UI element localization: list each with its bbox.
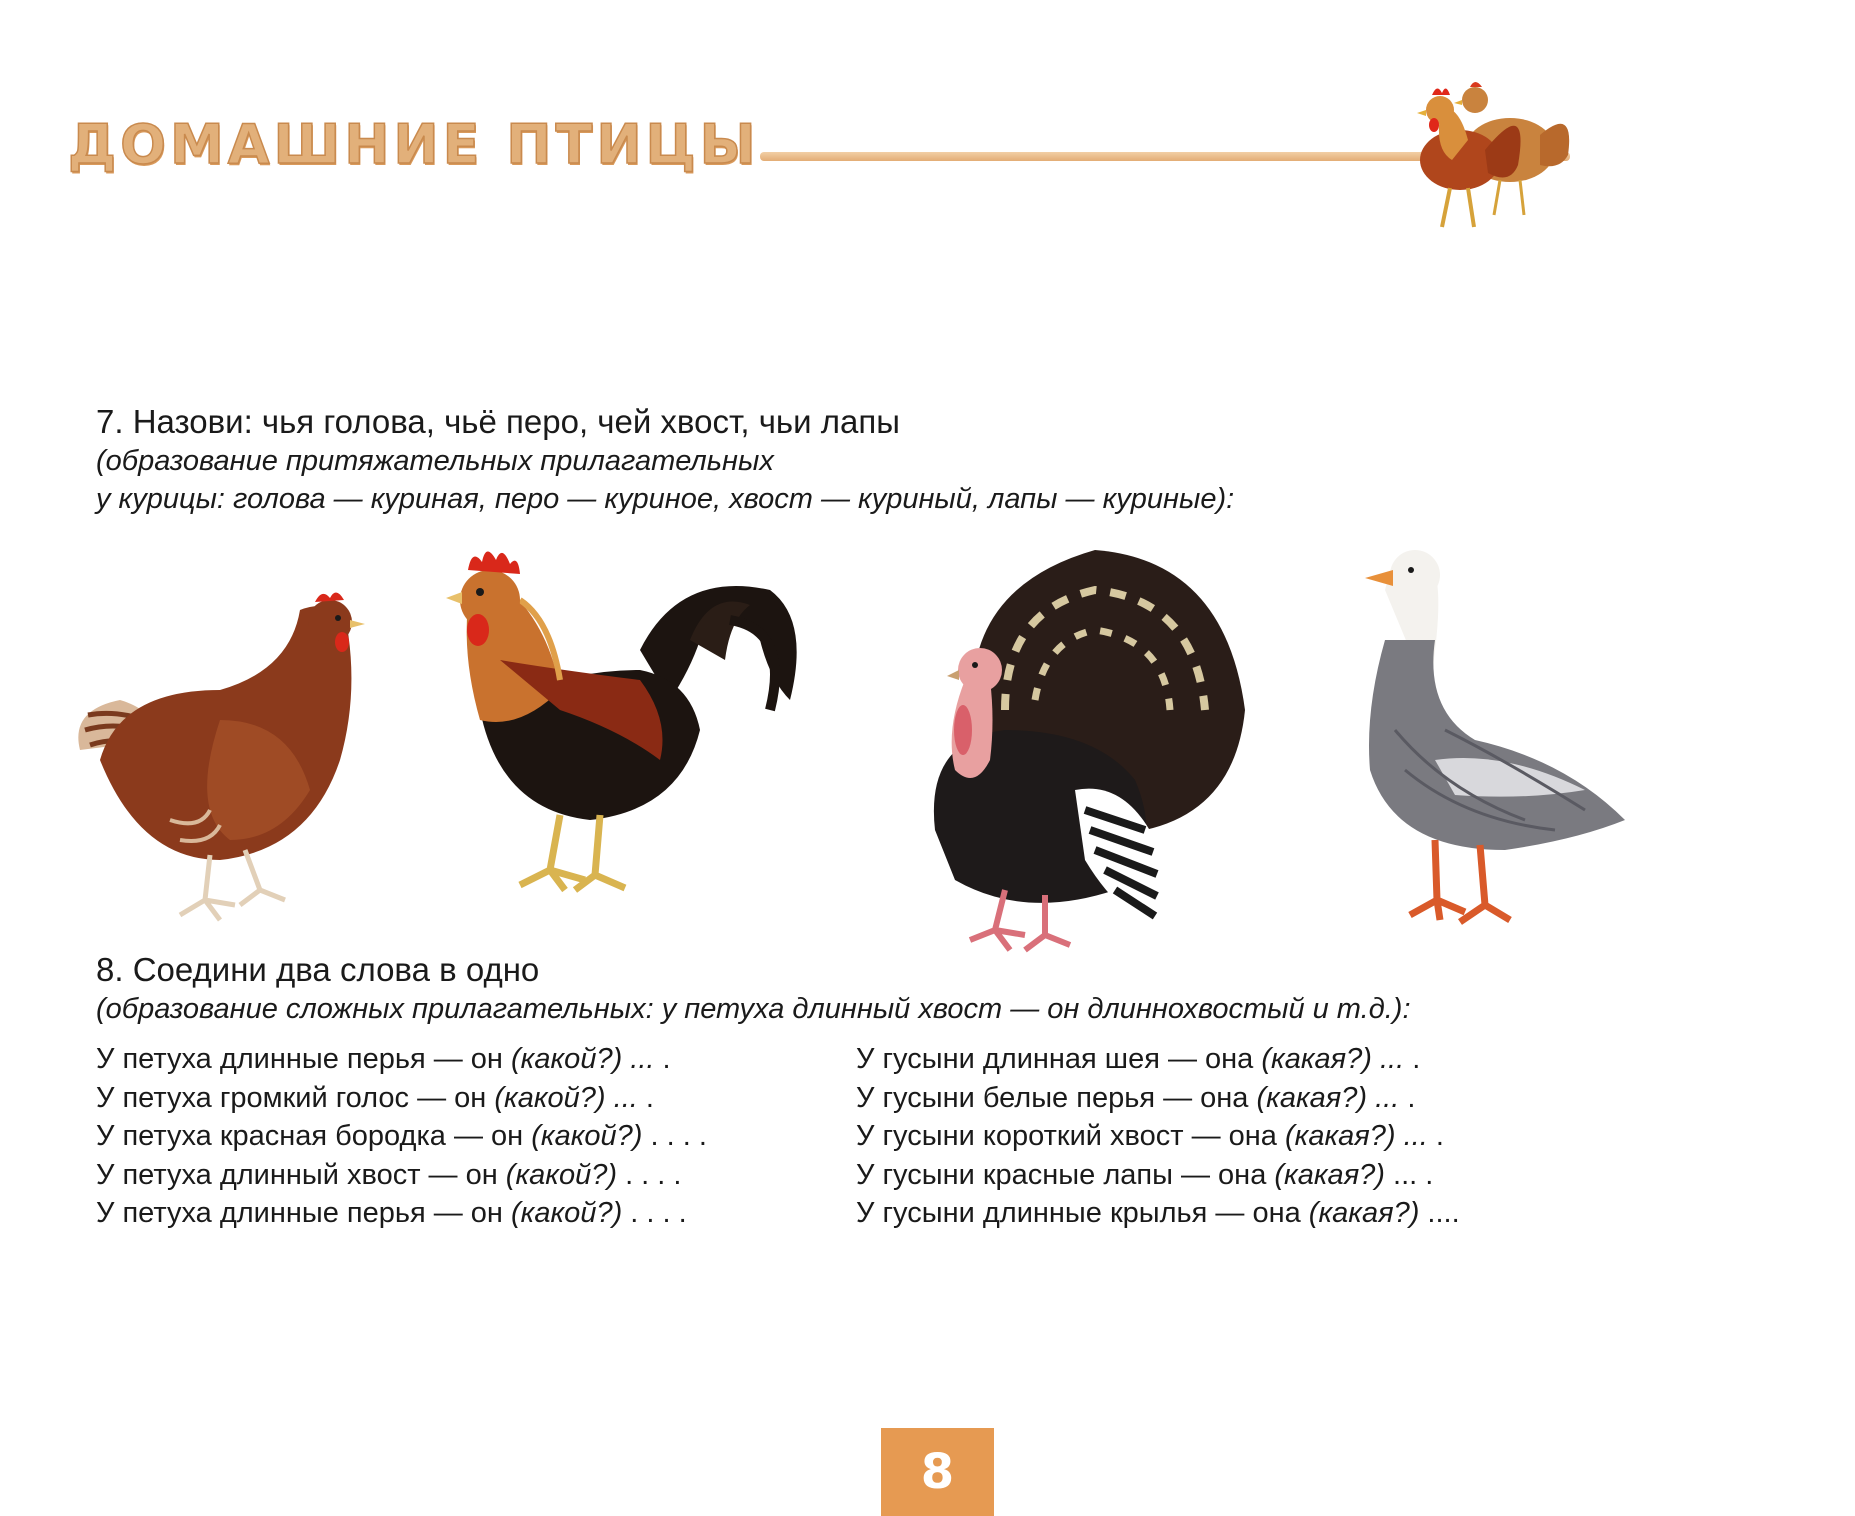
header-chickens-icon <box>1390 55 1590 235</box>
task-8 <box>96 950 1411 1028</box>
goose-icon <box>1365 550 1625 922</box>
rooster-exercise-list <box>96 1040 707 1233</box>
task-8-title: 8. Соедини два слова в одно <box>96 951 540 988</box>
hen-icon <box>60 570 390 930</box>
list-item: У гусыни короткий хвост — она (какая?) ... . <box>856 1120 1444 1152</box>
list-item: У гусыни белые перья — она (какая?) ... . <box>856 1081 1416 1114</box>
list-item: У петуха громкий голос — он (какой?) ... . <box>96 1081 654 1114</box>
list-item: У гусыни длинные крылья — она (какая?) .... <box>856 1197 1460 1229</box>
page-title: ДОМАШНИЕ ПТИЦЫ <box>68 113 760 176</box>
task-7-note-line-1: (образование притяжательных прилагательных <box>96 445 774 477</box>
goose-exercise-list <box>856 1040 1460 1233</box>
list-item: У петуха длинные перья — он (какой?) ... . <box>96 1043 671 1075</box>
list-item: У гусыни длинная шея — она (какая?) ... . <box>856 1043 1421 1075</box>
list-item: У петуха длинные перья — он (какой?) . . . . <box>96 1197 687 1229</box>
task-8-note: (образование сложных прилагательных: у петуха длинный хвост — он длиннохвостый и т.д.): <box>96 993 1411 1025</box>
task-7-title: 7. Назови: чья голова, чьё перо, чей хвост, чьи лапы <box>96 403 900 440</box>
list-item: У петуха красная бородка — он (какой?) . . . . <box>96 1120 707 1152</box>
turkey-icon <box>934 550 1245 950</box>
task-7 <box>96 402 1234 518</box>
task-7-note-line-2: у курицы: голова — куриная, перо — куриное, хвост — куриный, лапы — куриные): <box>96 483 1235 515</box>
rooster-icon <box>446 551 797 890</box>
bird-illustrations <box>60 530 1640 960</box>
page-number: 8 <box>881 1428 994 1516</box>
list-item: У петуха длинный хвост — он (какой?) . . . . <box>96 1158 682 1191</box>
list-item: У гусыни красные лапы — она (какая?) ... . <box>856 1158 1434 1191</box>
